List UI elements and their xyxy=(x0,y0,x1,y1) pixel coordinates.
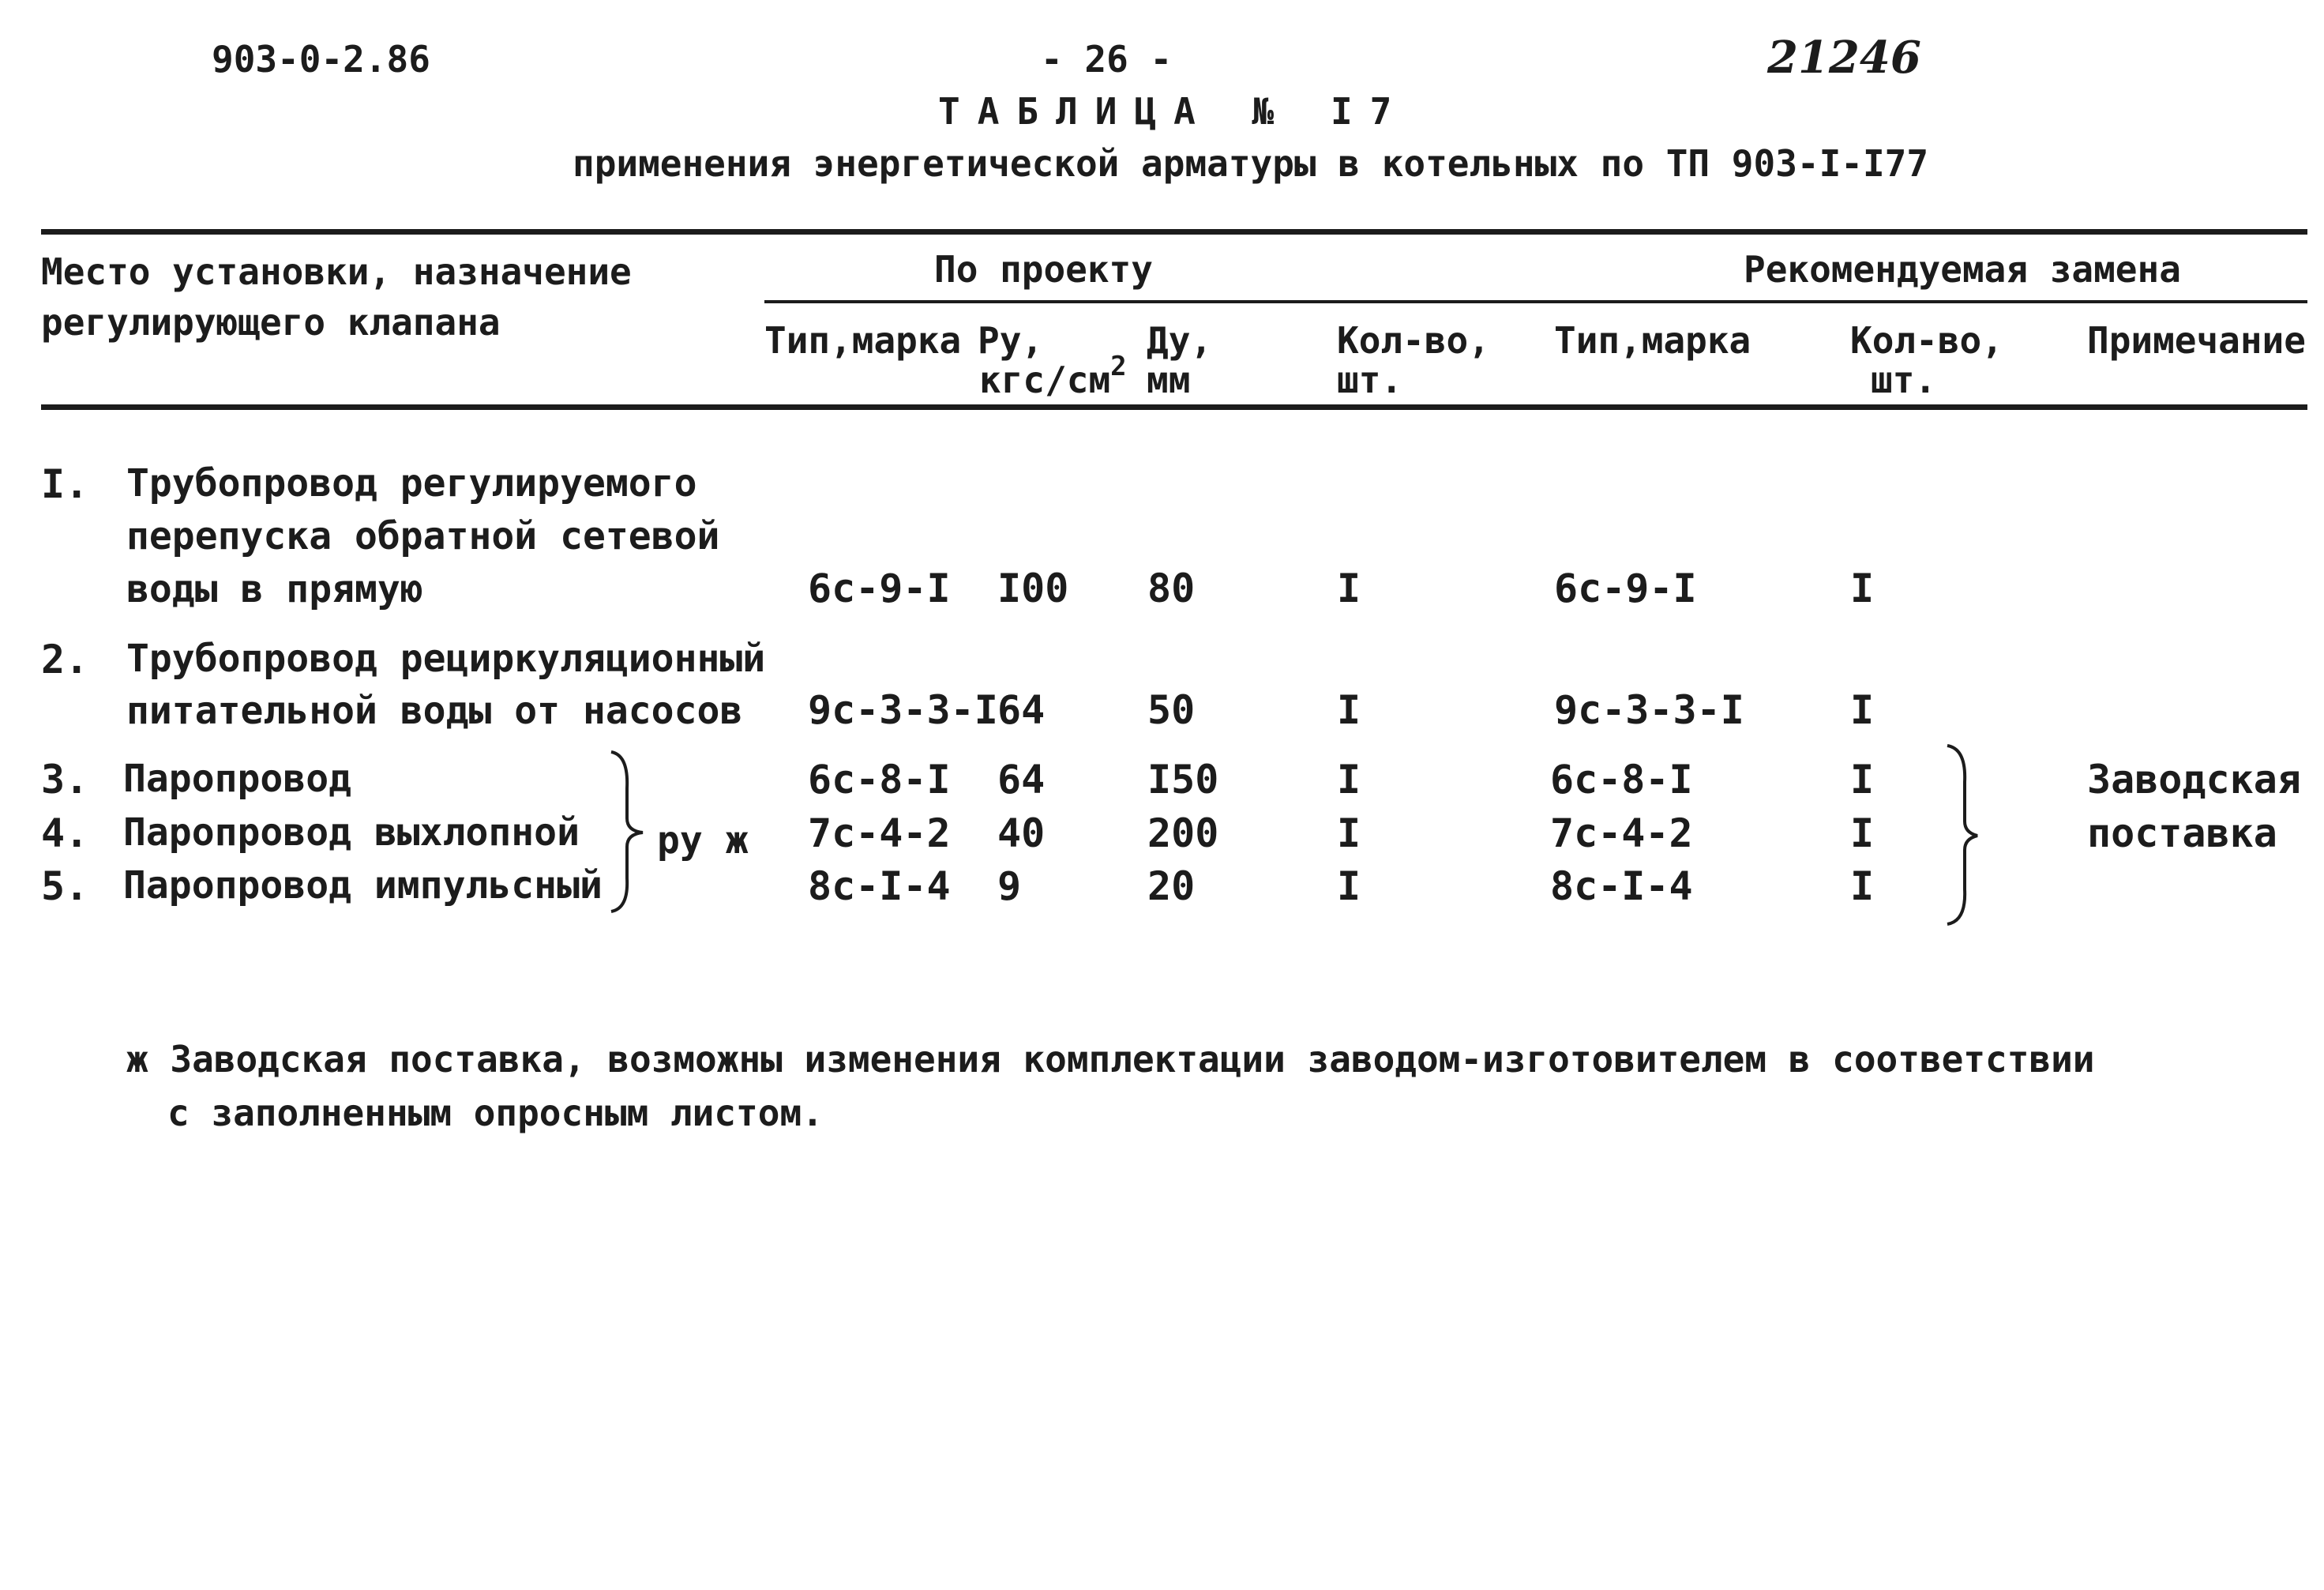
row-description-line: Трубопровод рециркуляционный xyxy=(126,637,766,681)
row-number: 5. xyxy=(41,863,89,909)
cell-type: 8с-I-4 xyxy=(808,863,951,909)
group-marker: ру ж xyxy=(657,818,749,863)
cell-pressure: 64 xyxy=(997,757,1046,803)
cell-replacement-qty: I xyxy=(1850,757,1875,803)
header-pressure-line2: кгс/см xyxy=(979,359,1111,401)
header-diameter xyxy=(1147,319,1213,401)
group-note-line1: Заводская xyxy=(2087,757,2301,803)
cell-replacement-type: 7с-4-2 xyxy=(1550,810,1693,856)
cell-replacement-qty: I xyxy=(1850,863,1875,909)
handwritten-sheet-number: 21246 xyxy=(1767,32,1921,84)
header-place xyxy=(41,246,632,348)
cell-type: 7с-4-2 xyxy=(808,810,951,856)
cell-qty: I xyxy=(1337,757,1361,803)
header-group-project: По проекту xyxy=(934,248,1153,291)
cell-diameter: 80 xyxy=(1147,566,1196,611)
cell-diameter: 50 xyxy=(1147,687,1196,733)
row-description-line: питательной воды от насосов xyxy=(126,689,743,733)
header-place-line2: регулирующего клапана xyxy=(41,301,501,344)
cell-pressure: I00 xyxy=(997,566,1069,611)
header-qty-project-line1: Кол-во, xyxy=(1337,319,1490,362)
cell-type: 9с-3-3-I xyxy=(808,687,998,733)
header-pressure-line1: Ру, xyxy=(978,319,1044,362)
footnote-line2: с заполненным опросным листом. xyxy=(167,1092,824,1134)
header-qty-replacement xyxy=(1850,319,2003,401)
header-qty-project-line2: шт. xyxy=(1337,359,1403,401)
cell-replacement-type: 9с-3-3-I xyxy=(1554,687,1744,733)
header-qty-replacement-line1: Кол-во, xyxy=(1850,319,2003,362)
header-type-project: Тип,марка xyxy=(764,319,962,362)
cell-qty: I xyxy=(1337,810,1361,856)
cell-pressure: 9 xyxy=(997,863,1022,909)
cell-replacement-type: 8с-I-4 xyxy=(1550,863,1693,909)
cell-type: 6с-9-I xyxy=(808,566,951,611)
header-pressure xyxy=(978,319,1127,401)
cell-pressure: 40 xyxy=(997,810,1046,856)
row-number: 3. xyxy=(41,757,89,803)
row-description-line: воды в прямую xyxy=(126,567,423,611)
header-qty-replacement-line2: шт. xyxy=(1871,359,1937,401)
table-subheader-rule xyxy=(764,300,2307,303)
document-code: 903-0-2.86 xyxy=(212,38,430,81)
row-description-line: Трубопровод регулируемого xyxy=(126,461,697,506)
cell-replacement-type: 6с-8-I xyxy=(1550,757,1693,803)
row-description-line: Паропровод импульсный xyxy=(123,863,603,908)
left-grouping-brace xyxy=(608,749,648,915)
cell-qty: I xyxy=(1337,863,1361,909)
header-diameter-line1: Ду, xyxy=(1147,319,1213,362)
table-header-bottom-rule xyxy=(41,404,2307,410)
cell-diameter: 20 xyxy=(1147,863,1196,909)
cell-replacement-qty: I xyxy=(1850,566,1875,611)
table-subtitle: применения энергетической арматуры в котельных по ТП 903-I-I77 xyxy=(573,142,1929,185)
group-note-line2: поставка xyxy=(2087,810,2277,856)
header-diameter-line2: мм xyxy=(1147,359,1191,401)
page-number: - 26 - xyxy=(1041,38,1173,81)
table-top-rule xyxy=(41,229,2307,235)
cell-replacement-type: 6с-9-I xyxy=(1554,566,1697,611)
cell-diameter: I50 xyxy=(1147,757,1219,803)
row-number: 4. xyxy=(41,810,89,856)
footnote-line1: ж Заводская поставка, возможны изменения комплектации заводом-изготовителем в соответствии xyxy=(126,1038,2095,1081)
row-description-line: Паропровод выхлопной xyxy=(123,810,580,855)
cell-diameter: 200 xyxy=(1147,810,1219,856)
row-description-line: перепуска обратной сетевой xyxy=(126,514,720,558)
cell-qty: I xyxy=(1337,687,1361,733)
cell-qty: I xyxy=(1337,566,1361,611)
cell-pressure: 64 xyxy=(997,687,1046,733)
cell-replacement-qty: I xyxy=(1850,687,1875,733)
header-place-line1: Место установки, назначение xyxy=(41,250,632,293)
row-number: I. xyxy=(41,461,89,507)
header-pressure-sup: 2 xyxy=(1110,351,1127,382)
right-grouping-brace xyxy=(1943,742,1982,928)
header-group-replacement: Рекомендуемая замена xyxy=(1744,248,2181,291)
header-type-replacement: Тип,марка xyxy=(1554,319,1751,362)
cell-type: 6с-8-I xyxy=(808,757,951,803)
header-qty-project xyxy=(1337,319,1490,401)
header-note: Примечание xyxy=(2087,319,2306,362)
cell-replacement-qty: I xyxy=(1850,810,1875,856)
row-description-line: Паропровод xyxy=(123,757,351,801)
table-title: ТАБЛИЦА № I7 xyxy=(938,90,1410,133)
row-number: 2. xyxy=(41,637,89,682)
